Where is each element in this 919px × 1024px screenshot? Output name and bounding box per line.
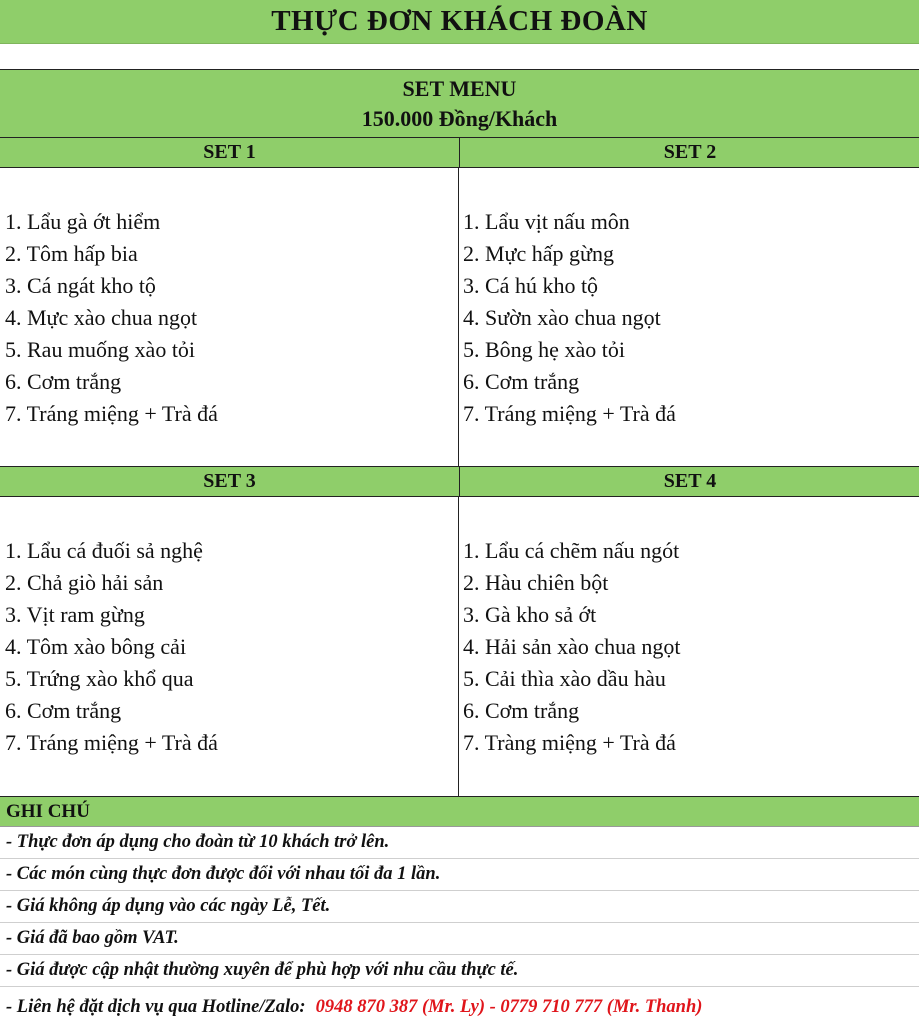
note-line: - Giá được cập nhật thường xuyên để phù hợp với nhu cầu thực tế. <box>0 955 919 987</box>
set-1-items <box>0 168 459 466</box>
list-item: 4. Tôm xào bông cải <box>5 634 187 659</box>
set-2-title: SET 2 <box>663 141 717 163</box>
set-3-title: SET 3 <box>0 467 460 496</box>
set-1-title: SET 1 <box>0 138 460 167</box>
set-menu-price: 150.000 Đồng/Khách <box>361 105 558 131</box>
list-item: 7. Tráng miệng + Trà đá <box>463 401 676 426</box>
set-3-items <box>0 497 459 796</box>
list-item: 5. Bông hẹ xào tỏi <box>463 337 625 362</box>
sets-body-row-1 <box>0 168 919 467</box>
spacer-row <box>0 44 919 70</box>
list-item: 6. Cơm trắng <box>5 369 122 394</box>
contact-line <box>0 991 919 1023</box>
sets-header-row-2 <box>0 467 919 497</box>
list-item: 7. Tráng miệng + Trà đá <box>5 401 218 426</box>
list-item: 7. Tráng miệng + Trà đá <box>5 730 218 755</box>
set-2-items <box>459 168 919 466</box>
list-item: 1. Lẩu cá chẽm nấu ngót <box>463 538 680 563</box>
set-4-items <box>459 497 919 796</box>
note-line: - Các món cùng thực đơn được đổi với nhau tối đa 1 lần. <box>0 859 919 891</box>
set-menu-header <box>0 70 919 138</box>
sets-header-row-1 <box>0 138 919 168</box>
list-item: 3. Cá ngát kho tộ <box>5 273 156 298</box>
list-item: 6. Cơm trắng <box>5 698 122 723</box>
note-line: - Thực đơn áp dụng cho đoàn từ 10 khách trở lên. <box>0 827 919 859</box>
set-menu-heading: SET MENU <box>402 75 517 101</box>
notes-heading: GHI CHÚ <box>0 797 919 827</box>
list-item: 2. Tôm hấp bia <box>5 241 138 266</box>
list-item: 1. Lẩu cá đuối sả nghệ <box>5 538 203 563</box>
list-item: 4. Mực xào chua ngọt <box>5 305 198 330</box>
list-item: 4. Sườn xào chua ngọt <box>463 305 661 330</box>
list-item: 5. Rau muống xào tỏi <box>5 337 196 362</box>
note-line: - Giá không áp dụng vào các ngày Lễ, Tết. <box>0 891 919 923</box>
list-item: 2. Mực hấp gừng <box>463 241 614 266</box>
list-item: 3. Vịt ram gừng <box>5 602 145 627</box>
note-line: - Giá đã bao gồm VAT. <box>0 923 919 955</box>
list-item: 1. Lẩu vịt nấu môn <box>463 209 630 234</box>
menu-title: THỰC ĐƠN KHÁCH ĐOÀN <box>0 0 919 44</box>
list-item: 2. Hàu chiên bột <box>463 570 609 595</box>
contact-label: - Liên hệ đặt dịch vụ qua Hotline/Zalo: <box>6 996 306 1017</box>
list-item: 5. Cải thìa xào dầu hàu <box>463 666 666 691</box>
list-item: 3. Cá hú kho tộ <box>463 273 599 298</box>
set-4-title: SET 4 <box>663 470 717 492</box>
sets-body-row-2 <box>0 497 919 797</box>
list-item: 4. Hải sản xào chua ngọt <box>463 634 681 659</box>
list-item: 7. Tràng miệng + Trà đá <box>463 730 676 755</box>
contact-phone-numbers[interactable]: 0948 870 387 (Mr. Ly) - 0779 710 777 (Mr. Thanh) <box>315 996 703 1017</box>
list-item: 2. Chả giò hải sản <box>5 570 164 595</box>
list-item: 6. Cơm trắng <box>463 369 580 394</box>
list-item: 5. Trứng xào khổ qua <box>5 666 194 691</box>
list-item: 3. Gà kho sả ớt <box>463 602 597 627</box>
list-item: 1. Lẩu gà ớt hiểm <box>5 209 161 234</box>
list-item: 6. Cơm trắng <box>463 698 580 723</box>
